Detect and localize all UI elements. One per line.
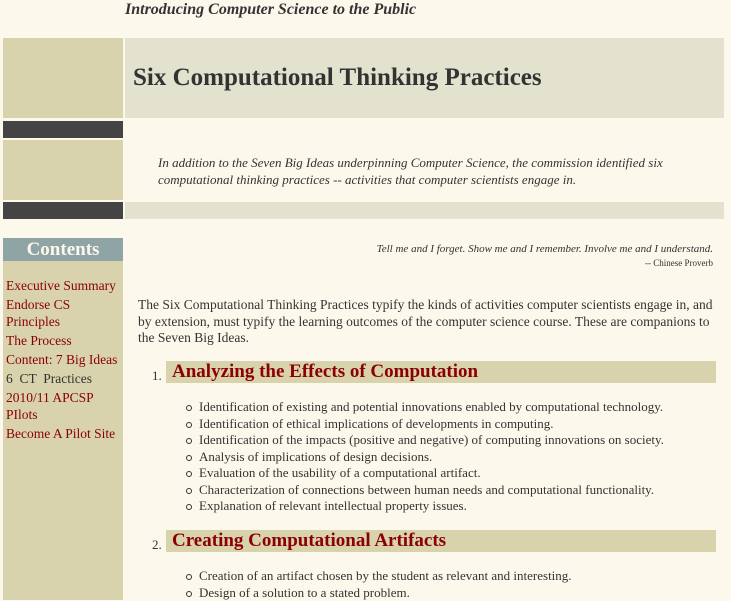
sidebar-divider-bar [3, 121, 123, 138]
intro-text: In addition to the Seven Big Ideas underpinning Computer Science, the commission identified six computational thinking practices -- activities that computer scientists engage in. [158, 154, 698, 188]
sidebar-item-apcsp-pilots[interactable]: 2010/11 APCSP PIlots [6, 389, 123, 423]
list-item: Design of a solution to a stated problem. [184, 585, 572, 601]
sidebar-top-block [3, 38, 123, 118]
section-heading: Analyzing the Effects of Computation [166, 361, 716, 383]
section-number: 1. [152, 368, 162, 384]
list-item: Identification of the impacts (positive and negative) of computing innovations on society. [184, 432, 664, 449]
list-item: Identification of ethical implications of developments in computing. [184, 416, 664, 433]
sidebar-item-endorse-cs-principles[interactable]: Endorse CS Principles [6, 296, 123, 330]
sidebar-item-ct-practices-current: 6 CT Practices [6, 370, 123, 387]
list-item: Characterization of connections between human needs and computational functionality. [184, 482, 664, 499]
section-number: 2. [152, 537, 162, 553]
sidebar-item-big-ideas[interactable]: Content: 7 Big Ideas [6, 351, 123, 368]
sidebar-item-become-pilot-site[interactable]: Become A Pilot Site [6, 425, 123, 442]
section-item-list [184, 568, 572, 601]
section-heading: Creating Computational Artifacts [166, 530, 716, 552]
sidebar-divider-bar [3, 202, 123, 219]
sidebar-middle-block [3, 140, 123, 200]
title-band [125, 38, 724, 118]
contents-heading: Contents [3, 238, 123, 261]
sidebar-item-executive-summary[interactable]: Executive Summary [6, 277, 123, 294]
section-item-list [184, 399, 664, 515]
lead-paragraph: The Six Computational Thinking Practices typify the kinds of activities computer scientists engage in, and by extension, must typify the learning outcomes of the computer science course. These are companions to the Seven Big Ideas. [138, 297, 718, 347]
list-item: Explanation of relevant intellectual property issues. [184, 498, 664, 515]
list-item: Creation of an artifact chosen by the student as relevant and interesting. [184, 568, 572, 585]
sidebar-nav [3, 261, 123, 600]
page-title: Six Computational Thinking Practices [133, 64, 542, 92]
content-divider-band [125, 202, 724, 219]
proverb-quote [377, 242, 713, 270]
list-item: Analysis of implications of design decisions. [184, 449, 664, 466]
site-tagline: Introducing Computer Science to the Public [125, 0, 416, 20]
quote-source: -- Chinese Proverb [377, 256, 713, 270]
list-item: Identification of existing and potential innovations enabled by computational technology. [184, 399, 664, 416]
sidebar-item-the-process[interactable]: The Process [6, 332, 123, 349]
quote-text: Tell me and I forget. Show me and I remember. Involve me and I understand. [377, 242, 713, 256]
list-item: Evaluation of the usability of a computational artifact. [184, 465, 664, 482]
